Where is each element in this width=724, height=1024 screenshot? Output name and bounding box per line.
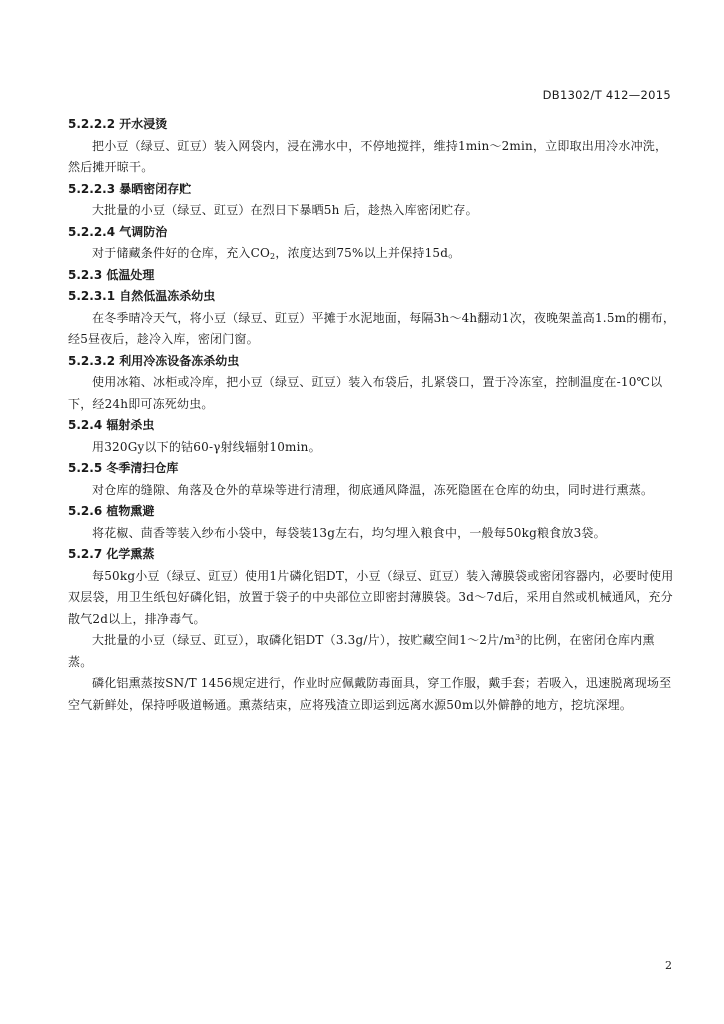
text-run: ，浓度达到75%以上并保持15d。 — [275, 246, 461, 260]
section-heading: 5.2.2.4 气调防治 — [68, 224, 168, 239]
document-number: DB1302/T 412—2015 — [542, 88, 671, 102]
section-paragraph — [68, 630, 676, 673]
superscript: 3 — [515, 633, 521, 642]
page-number: 2 — [665, 959, 672, 972]
section-paragraph: 磷化铝熏蒸按SN/T 1456规定进行，作业时应佩戴防毒面具，穿工作服，戴手套；若吸入，迅速脱离现场至空气新鲜处，保持呼吸道畅通。熏蒸结束，应将残渣立即运到远离水源50m以外僻静的地方，挖坑深埋。 — [68, 676, 672, 712]
section-paragraph: 每50kg小豆（绿豆、豇豆）使用1片磷化铝DT，小豆（绿豆、豇豆）装入薄膜袋或密闭容器内，必要时使用双层袋，用卫生纸包好磷化铝，放置于袋子的中央部位立即密封薄膜袋。3d～7d后，采用自然或机械通风，充分散气2d以上，排净毒气。 — [68, 568, 674, 626]
document-body — [68, 114, 676, 716]
section-paragraph: 将花椒、茴香等装入纱布小袋中，每袋装13g左右，均匀埋入粮食中，一般每50kg粮食放3袋。 — [92, 525, 606, 540]
section-paragraph: 用320Gy以下的钴60-γ射线辐射10min。 — [92, 439, 321, 454]
text-run: 的比例，在密闭仓库内熏蒸。 — [68, 633, 655, 669]
text-run: 对于储藏条件好的仓库，充入CO — [92, 246, 271, 260]
section-heading: 5.2.6 植物熏避 — [68, 504, 155, 518]
section-paragraph: 大批量的小豆（绿豆、豇豆）在烈日下暴晒5h 后，趁热入库密闭贮存。 — [92, 203, 478, 217]
text-run: 大批量的小豆（绿豆、豇豆），取磷化铝DT（3.3g/片），按贮藏空间1～2片/m — [92, 633, 516, 647]
section-heading: 5.2.3.2 利用冷冻设备冻杀幼虫 — [68, 353, 240, 368]
section-paragraph: 使用冰箱、冰柜或冷库，把小豆（绿豆、豇豆）装入布袋后，扎紧袋口，置于冷冻室，控制温度在-10℃以下，经24h即可冻死幼虫。 — [68, 375, 663, 411]
section-heading: 5.2.7 化学熏蒸 — [68, 547, 155, 561]
section-paragraph: 对仓库的缝隙、角落及仓外的草垛等进行清理，彻底通风降温，冻死隐匿在仓库的幼虫，同时进行熏蒸。 — [92, 482, 654, 497]
section-heading: 5.2.2.2 开水浸烫 — [68, 117, 168, 131]
section-paragraph: 把小豆（绿豆、豇豆）装入网袋内，浸在沸水中，不停地搅拌，维持1min～2min，立即取出用冷水冲洗，然后摊开晾干。 — [68, 138, 668, 174]
section-heading: 5.2.4 辐射杀虫 — [68, 418, 155, 432]
section-heading: 5.2.3 低温处理 — [68, 267, 155, 282]
section-heading: 5.2.2.3 暴晒密闭存贮 — [68, 181, 192, 196]
section-heading: 5.2.5 冬季清扫仓库 — [68, 461, 179, 475]
subscript: 2 — [270, 252, 276, 261]
section-heading: 5.2.3.1 自然低温冻杀幼虫 — [68, 289, 216, 303]
section-paragraph — [68, 243, 676, 265]
section-paragraph: 在冬季晴冷天气，将小豆（绿豆、豇豆）平摊于水泥地面，每隔3h～4h翻动1次，夜晚架盖高1.5m的棚布，经5昼夜后，趁冷入库，密闭门窗。 — [68, 310, 676, 346]
